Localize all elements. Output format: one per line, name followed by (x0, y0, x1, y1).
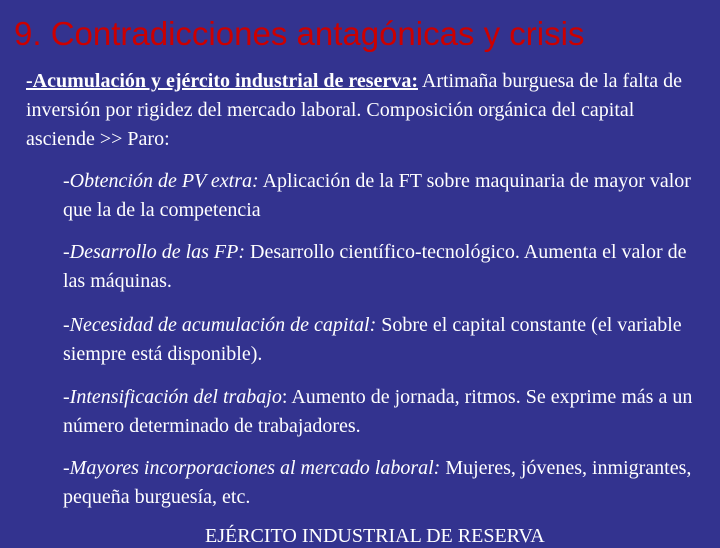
point-text: : Aumento de jornada, ritmos. Se exprime más a un número determinado de trabajadores. (63, 386, 693, 437)
point-item (63, 383, 708, 441)
point-term: -Obtención de PV extra: (63, 170, 259, 192)
point-text: Desarrollo científico-tecnológico. Aumenta el valor de las máquinas. (63, 241, 687, 292)
intro-paragraph (26, 67, 706, 154)
point-text: Mujeres, jóvenes, inmigrantes, pequeña burguesía, etc. (63, 457, 692, 508)
point-term: -Desarrollo de las FP: (63, 241, 246, 263)
point-term: -Intensificación del trabajo (63, 386, 282, 408)
point-item (63, 238, 708, 296)
footer-text: EJÉRCITO INDUSTRIAL DE RESERVA (205, 525, 545, 547)
point-text: Sobre el capital constante (el variable siempre está disponible). (63, 314, 682, 365)
point-text: Aplicación de la FT sobre maquinaria de mayor valor que la de la competencia (63, 170, 691, 221)
slide-title: 9. Contradicciones antagónicas y crisis (14, 15, 585, 52)
intro-lead: -Acumulación y ejército industrial de reserva: (26, 70, 418, 92)
point-item (63, 167, 708, 225)
point-term: -Necesidad de acumulación de capital: (63, 314, 377, 336)
point-term: -Mayores incorporaciones al mercado laboral: (63, 457, 441, 479)
intro-text: Artimaña burguesa de la falta de inversión por rigidez del mercado laboral. Composición orgánica del capital asciende >> Paro: (26, 70, 682, 150)
point-item (63, 311, 708, 369)
point-item (63, 454, 708, 512)
